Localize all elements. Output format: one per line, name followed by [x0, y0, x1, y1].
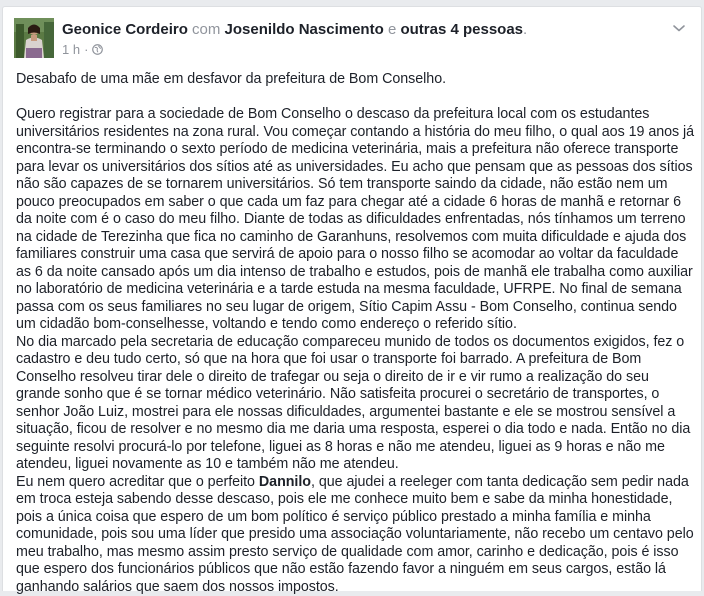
paragraph-3-start: Eu nem quero acreditar que o perfeito [16, 474, 259, 490]
post-meta [62, 42, 103, 57]
profile-photo-icon [14, 18, 54, 58]
meta-separator: · [84, 42, 88, 57]
avatar[interactable] [14, 18, 54, 58]
post-card [2, 6, 702, 591]
post-title: Desabafo de uma mãe em desfavor da prefeitura de Bom Conselho. [16, 71, 696, 89]
post-author-line [62, 21, 527, 38]
period: . [523, 21, 527, 38]
with-word: com [192, 21, 220, 38]
tagged-friend-link[interactable]: Josenildo Nascimento [225, 21, 384, 38]
post-header [14, 18, 691, 62]
post-paragraph-3 [16, 474, 696, 596]
mention-link[interactable]: Dannilo [259, 474, 311, 490]
chevron-down-icon[interactable] [671, 20, 687, 36]
author-name[interactable]: Geonice Cordeiro [62, 21, 188, 38]
paragraph-3-end: , que ajudei a reeleger com tanta dedicação sem pedir nada em troca esteja sabendo desse descaso, pois ele me conhece muito bem e sabe da minha honestidade, pois a única coisa que espero de um bom político é serviço público prestado a minha família e minha comunidade, pois sou uma líder que presido uma associação voluntariamente, não recebo um centavo pelo meu trabalho, mas mesmo assim presto serviço de qualidade com amor, carinho e dedicação, pois é isso que espero dos funcionários públicos que não estão fazendo favor a ninguém em seus cargos, estão lá ganhando salários que saem dos nossos impostos. [16, 474, 698, 595]
and-word: e [388, 21, 396, 38]
post-paragraph-2: No dia marcado pela secretaria de educação compareceu munido de todos os documentos exigidos, fez o cadastro e deu tudo certo, só que na hora que foi usar o transporte foi barrado. A prefeitura de Bom Conselho resolveu tirar dele o direito de trafegar ou seja o direito de ir e vir rumo a realização do seu grande sonho que é se tornar médico veterinário. Não satisfeita procurei o secretário de transportes, o senhor João Luiz, mostrei para ele nossas dificuldades, argumentei bastante e ele se mostrou sensível a situação, ficou de resolver e no mesmo dia me daria uma resposta, esperei o dia todo e nada. Então no dia seguinte resolvi procurá-lo por telefone, liguei as 8 horas e não me atendeu, liguei as 9 horas e não me atendeu, liguei novamente as 10 e também não me atendeu. [16, 334, 696, 474]
post-paragraph-1: Quero registrar para a sociedade de Bom Conselho o descaso da prefeitura local com os estudantes universitários residentes na zona rural. Vou começar contando a história do meu filho, o qual aos 19 anos já encontra-se terminando o sexto período de medicina veterinária, mais a prefeitura não oferece transporte para levar os universitários dos sítios até as universidades. Eu acho que pensam que as pessoas dos sítios não são capazes de se tornarem universitários. Só tem transporte saindo da cidade, não estão nem um pouco preocupados em saber o que cada um faz para chegar até a cidade 6 horas de manhã e retornar 6 da noite com é o caso do meu filho. Diante de todas as dificuldades enfrentadas, nós tínhamos um terreno na cidade de Terezinha que fica no caminho de Garanhuns, resolvemos com muita dificuldade e ajuda dos familiares construir uma casa que servirá de apoio para o nosso filho se acomodar ao voltar da faculdade as 6 da noite cansado após um dia intenso de trabalho e estudos, pois de manhã ele trabalha como auxiliar no laboratório de medicina veterinária e a tarde estuda na mesma faculdade, UFRPE. No final de semana passa com os seus familiares no seu lugar de origem, Sítio Capim Assu - Bom Conselho, continua sendo um cidadão bom-conselhesse, voltando e tendo como endereço o referido sítio. [16, 106, 696, 334]
post-text [16, 71, 696, 596]
others-link[interactable]: outras 4 pessoas [400, 21, 523, 38]
post-timestamp[interactable]: 1 h [62, 42, 80, 57]
globe-icon[interactable] [92, 44, 103, 55]
